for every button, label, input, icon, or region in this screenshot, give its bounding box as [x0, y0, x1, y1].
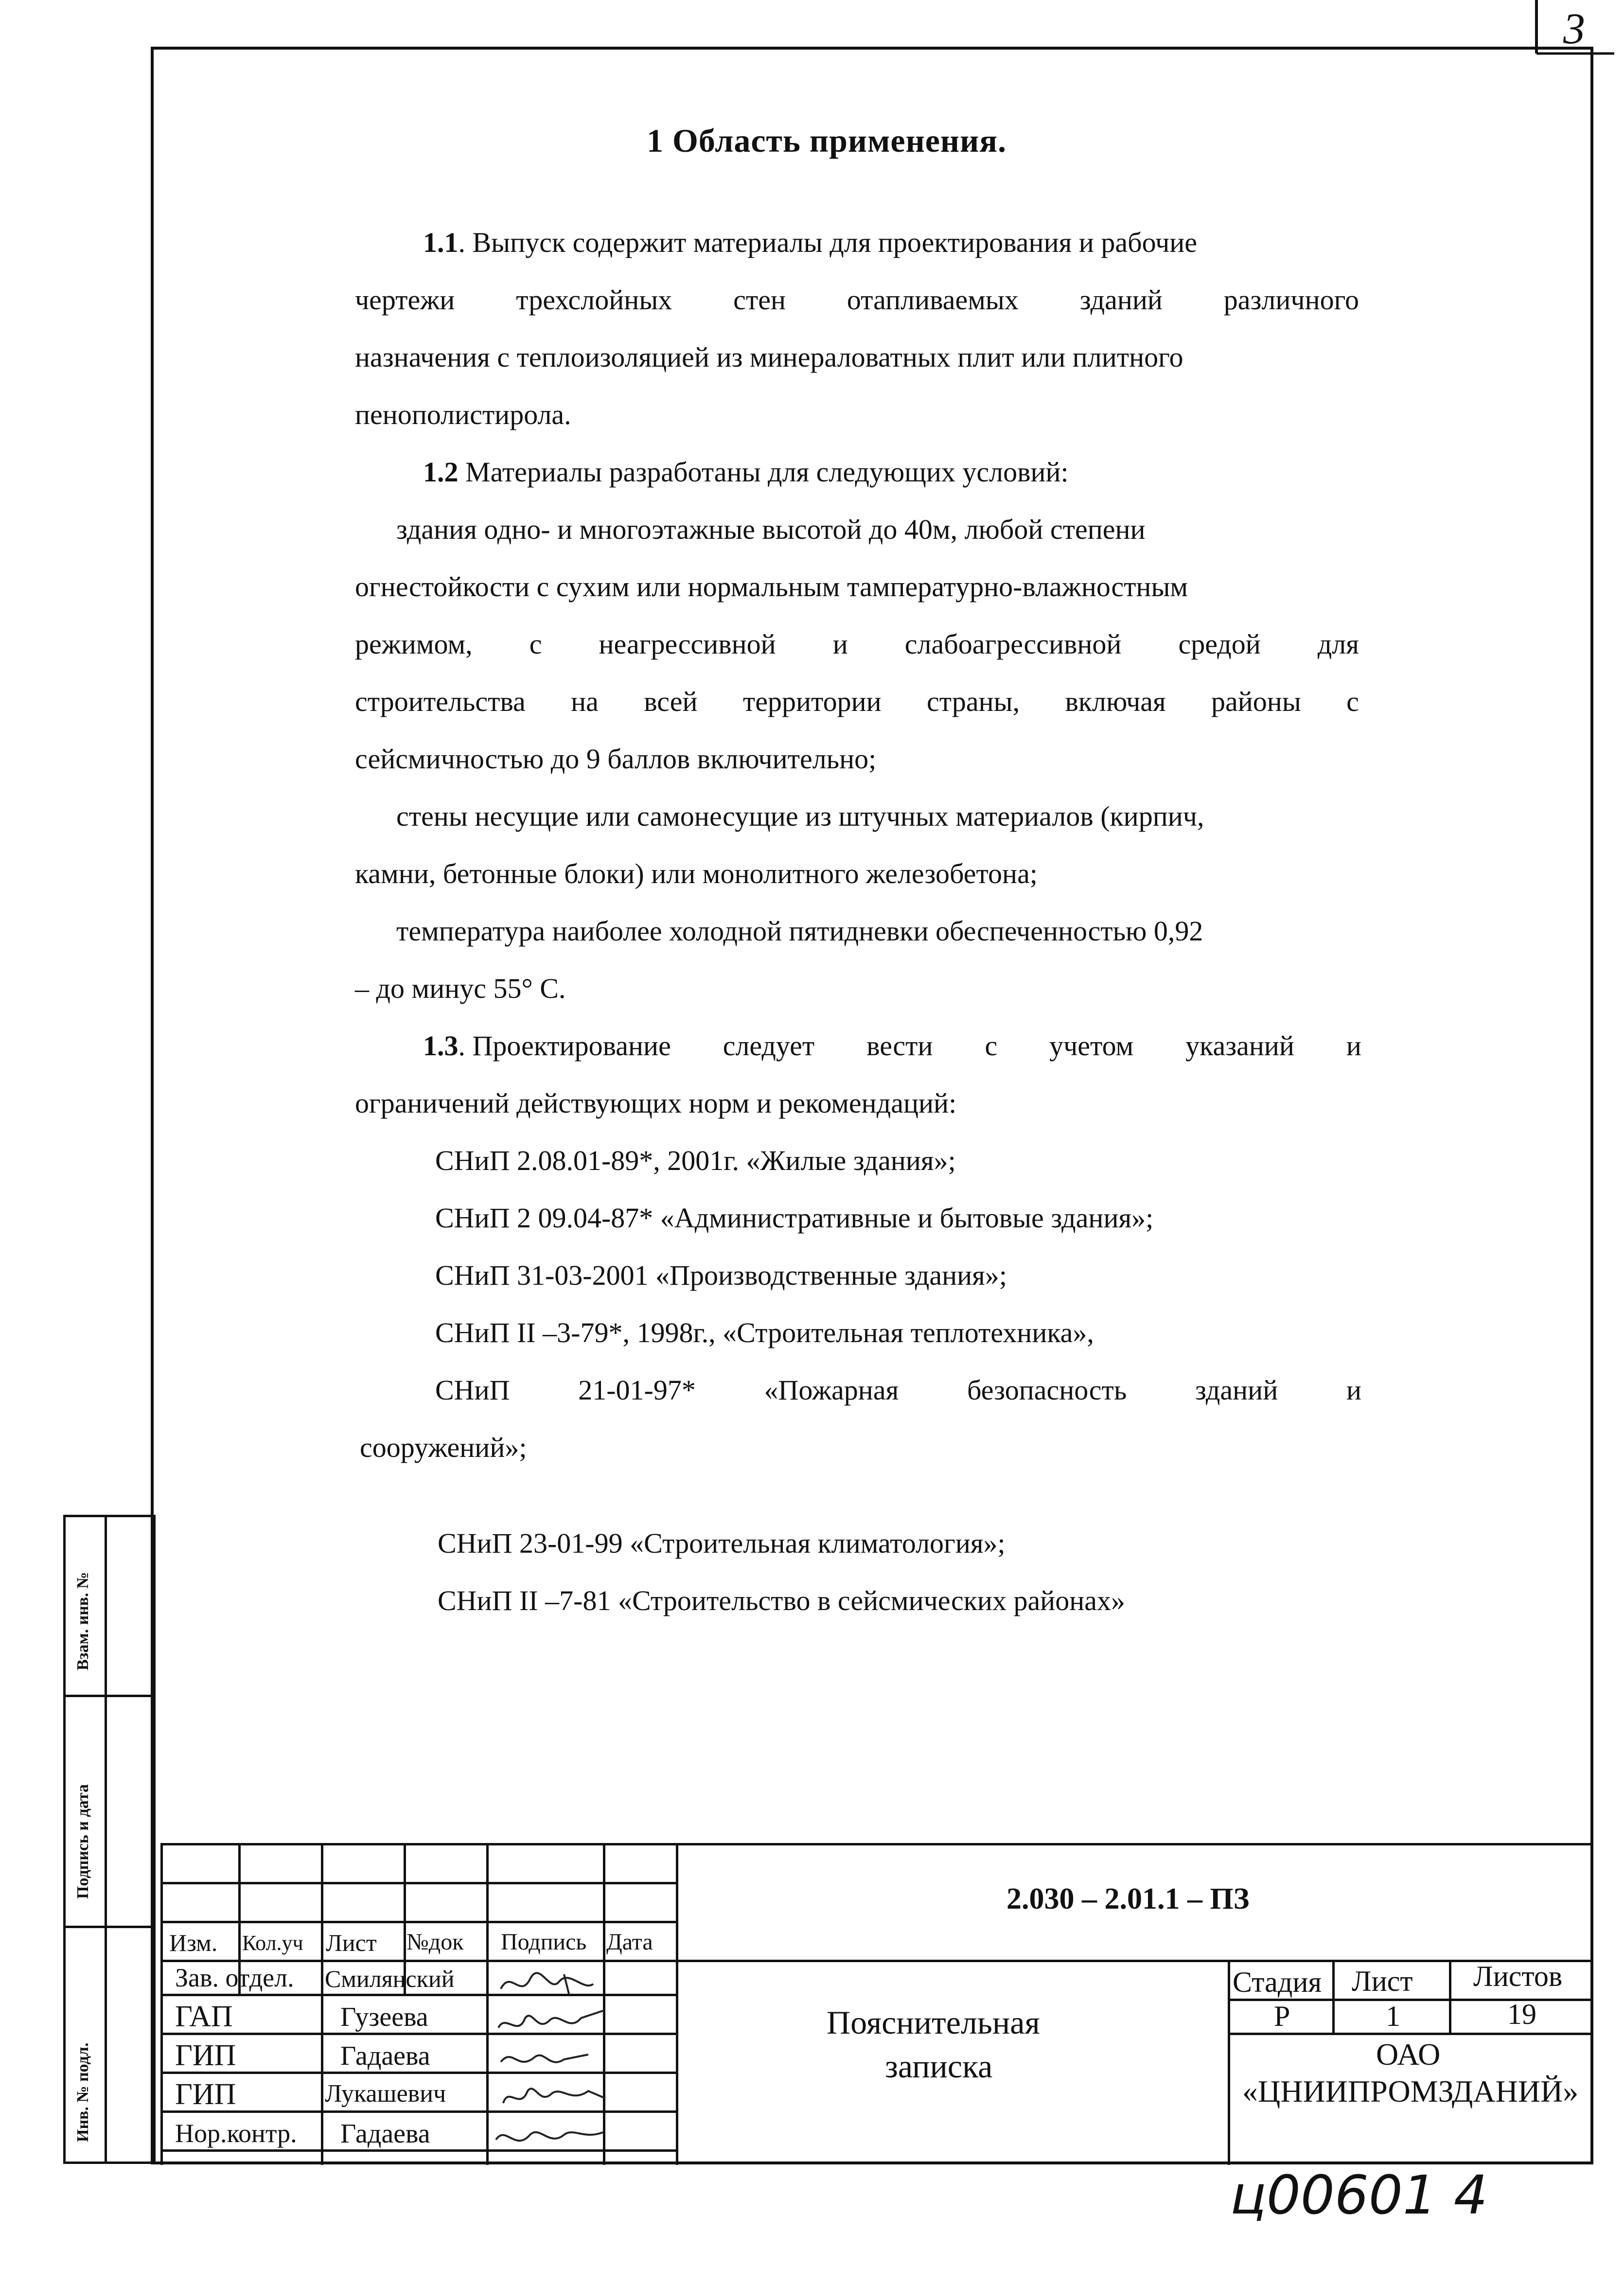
inv-podl-label: Инв. № подл. [74, 2042, 92, 2142]
tb-col-line [486, 1843, 489, 2165]
tb-mid-line [676, 1843, 678, 2165]
p2-c3-l1: температура наиболее холодной пятидневки обеспеченностью 0,92 [396, 915, 1203, 947]
doc-title-line1: Пояснительная [827, 2004, 1040, 2041]
p2-c1-l4: строительства на всей территории страны, включая районы с [355, 686, 1359, 717]
sheets-value: 19 [1507, 1998, 1536, 2030]
sheet-value: 1 [1386, 2000, 1400, 2032]
podpis-data-label: Подпись и дата [74, 1784, 92, 1899]
section-heading: 1 Область применения. [647, 122, 1007, 159]
hdr-kol: Кол.уч [242, 1931, 303, 1955]
stage-block-left [1228, 1960, 1230, 2165]
side-strip-sep-2 [63, 1926, 156, 1928]
p2-line1: 1.2 Материалы разработаны для следующих условий: [423, 456, 1069, 488]
side-margin-strip [63, 1515, 156, 2164]
p3-line1: 1.3. Проектирование следует вести с учетом указаний и [423, 1030, 1361, 1062]
hdr-izm: Изм. [169, 1929, 218, 1956]
sheet-label: Лист [1352, 1965, 1413, 1997]
norm-5-cont: сооружений»; [360, 1432, 527, 1463]
role-norcontr: Нор.контр. [175, 2119, 297, 2148]
tb-top-line [160, 1843, 1593, 1845]
hdr-list: Лист [326, 1929, 377, 1956]
role-gap: ГАП [175, 2000, 233, 2033]
p2-c1-l3: режимом, с неагрессивной и слабоагрессивной средой для [355, 628, 1359, 660]
role-gip-2: ГИП [175, 2078, 236, 2111]
sheet-mark: 3 [1563, 5, 1585, 53]
name-gadaeva-2: Гадаева [340, 2119, 430, 2149]
tb-left-line [160, 1843, 163, 2165]
p2-c1-l5: сейсмичностью до 9 баллов включительно; [355, 743, 877, 775]
p2-c2-l1: стены несущие или самонесущие из штучных материалов (кирпич, [396, 800, 1204, 832]
hdr-ndok: №док [406, 1929, 464, 1955]
side-strip-divider [105, 1515, 107, 2164]
norm-3: СНиП 31-03-2001 «Производственные здания»; [435, 1259, 1007, 1291]
hdr-data: Дата [606, 1929, 653, 1955]
p1-line1: 1.1. Выпуск содержит материалы для проектирования и рабочие [423, 227, 1198, 258]
side-strip-sep-1 [63, 1695, 156, 1697]
p1-line3: назначения с теплоизоляцией из минераловатных плит или плитного [355, 341, 1183, 373]
stage-col-line [1449, 1960, 1451, 2033]
hdr-podpis: Подпись [501, 1929, 587, 1955]
stage-col-line [1332, 1960, 1335, 2033]
tb-col-line [321, 1843, 323, 2165]
tb-row-line [160, 1960, 1593, 1962]
p2-c3-l2: – до минус 55° С. [355, 973, 566, 1004]
p2-c1-l1: здания одно- и многоэтажные высотой до 40м, любой степени [396, 514, 1146, 545]
signatures-image [491, 1965, 608, 2159]
doc-title-line2: записка [885, 2048, 993, 2085]
norm-7: СНиП II –7-81 «Строительство в сейсмических районах» [438, 1585, 1126, 1616]
name-guzeeva: Гузеева [340, 2002, 428, 2032]
name-gadaeva: Гадаева [340, 2041, 430, 2071]
p3-line2: ограничений действующих норм и рекомендаций: [355, 1087, 957, 1119]
title-block [160, 1843, 1593, 2165]
norm-2: СНиП 2 09.04-87* «Административные и бытовые здания»; [435, 1202, 1154, 1234]
sheets-label: Листов [1473, 1960, 1563, 1992]
norm-4: СНиП II –3-79*, 1998г., «Строительная теплотехника», [435, 1317, 1094, 1348]
norm-5: СНиП 21-01-97* «Пожарная безопасность зданий и [435, 1374, 1361, 1406]
p2-c1-l2: огнестойкости с сухим или нормальным тампературно-влажностным [355, 571, 1188, 603]
org-line1: ОАО [1376, 2037, 1441, 2072]
p2-c2-l2: камни, бетонные блоки) или монолитного железобетона; [355, 858, 1038, 889]
name-smilyansky: Смилянский [325, 1965, 455, 1992]
doc-code: 2.030 – 2.01.1 – ПЗ [1006, 1882, 1250, 1915]
p1-line4: пенополистирола. [355, 399, 571, 430]
org-line2: «ЦНИИПРОМЗДАНИЙ» [1242, 2074, 1579, 2109]
p1-line2: чертежи трехслойных стен отапливаемых зданий различного [355, 284, 1359, 316]
norm-1: СНиП 2.08.01-89*, 2001г. «Жилые здания»; [435, 1145, 956, 1176]
handwritten-note: ц00601 4 [1230, 2164, 1488, 2226]
name-lukashevich: Лукашевич [325, 2080, 446, 2108]
role-zav: Зав. отдел. [175, 1963, 294, 1992]
role-gip-1: ГИП [175, 2039, 236, 2072]
norm-6: СНиП 23-01-99 «Строительная климатология»; [438, 1527, 1006, 1559]
tb-row-line [160, 1882, 676, 1884]
vzam-inv-label: Взам. инв. № [74, 1572, 92, 1670]
tb-row-line [160, 1921, 676, 1923]
stage-value: Р [1274, 2000, 1290, 2032]
stage-label: Стадия [1233, 1966, 1322, 1998]
